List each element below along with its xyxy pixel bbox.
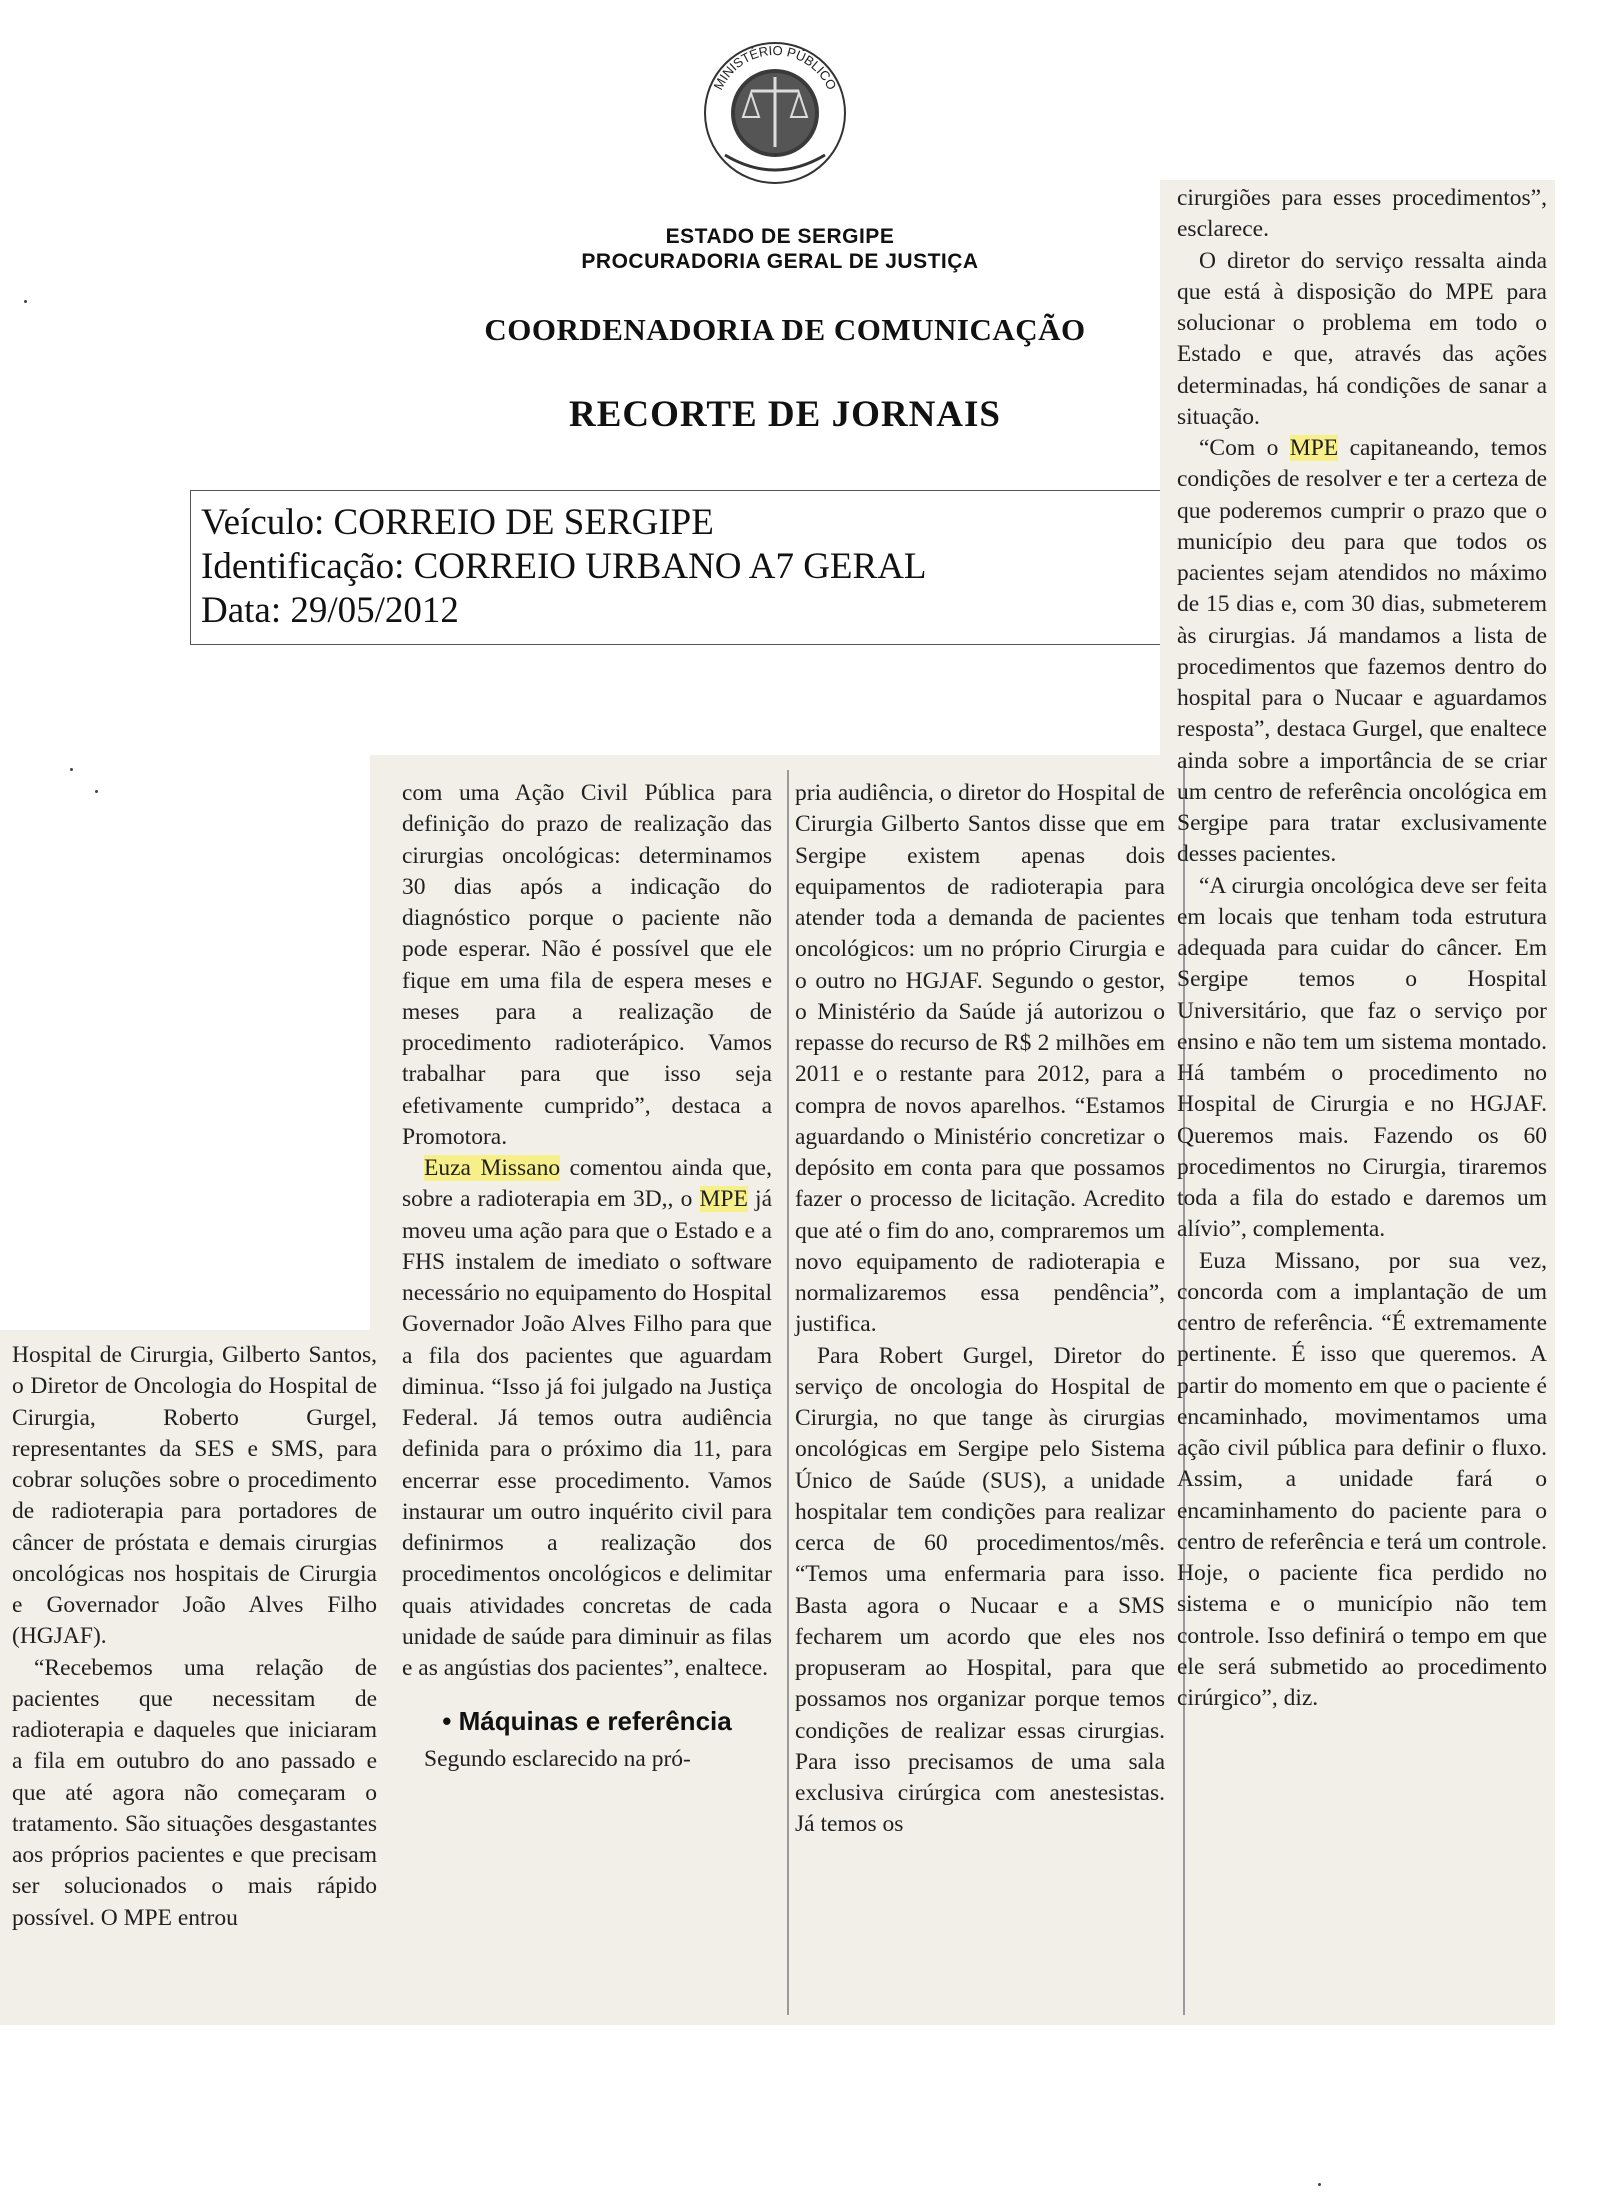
department-title: COORDENADORIA DE COMUNICAÇÃO xyxy=(484,312,1086,347)
highlight-mpe: MPE xyxy=(1289,435,1339,461)
scan-speck xyxy=(1318,2183,1321,2186)
col2-paragraph-2-text-a: comentou ainda que, sobre a radioterapia em 3D,, o xyxy=(402,1155,772,1213)
article-column-2 xyxy=(402,778,772,1775)
article-column-4 xyxy=(1177,183,1547,1714)
col4-paragraph-3 xyxy=(1177,433,1547,871)
article-column-1 xyxy=(12,1340,377,1934)
identification-line: Identificação: CORREIO URBANO A7 GERAL xyxy=(201,546,927,587)
agency-name: PROCURADORIA GERAL DE JUSTIÇA xyxy=(581,250,979,273)
col4-paragraph-4: “A cirurgia oncológica deve ser feita em locais que tenham toda estrutura adequada para cuidar do câncer. Em Sergipe temos o Hospital Universitário, que faz o serviço por ensino e não tem um sistema montado. Há também o procedimento no Hospital de Cirurgia e no HGJAF. Queremos mais. Fazendo os 60 procedimentos no Cirurgia, tiraremos toda a fila do estado e daremos um alívio”, complementa. xyxy=(1177,872,1547,1243)
col1-paragraph-2: “Recebemos uma relação de pacientes que necessitam de radioterapia e daqueles que iniciaram a fila em outubro do ano passado e que até agora não começaram o tratamento. São situações desgastantes aos próprios pacientes e que precisam ser solucionados o mais rápido possível. O MPE entrou xyxy=(12,1654,377,1931)
col2-paragraph-2 xyxy=(402,1153,772,1684)
column-separator xyxy=(787,770,789,2015)
scan-speck xyxy=(24,300,27,303)
col3-paragraph-2: Para Robert Gurgel, Diretor do serviço de oncologia do Hospital de Cirurgia, no que tange às cirurgias oncológicas em Sergipe pelo Sistema Único de Saúde (SUS), a unidade hospitalar tem condições para realizar cerca de 60 procedimentos/mês. “Temos uma enfermaria para isso. Basta agora o Nucaar e a SMS fecharem um acordo que eles nos propuseram ao Hospital, para que possamos nos organizar porque temos condições de realizar essas cirurgias. Para isso precisamos de uma sala exclusiva cirúrgica com anestesistas. Já temos os xyxy=(795,1342,1165,1838)
col4-paragraph-3-text-a: “Com o xyxy=(1199,435,1290,461)
article-column-3 xyxy=(795,778,1165,1841)
clipping-info-box xyxy=(190,490,1180,645)
scales-of-justice-seal-icon xyxy=(695,35,855,190)
col4-paragraph-1: cirurgiões para esses procedimentos”, esclarece. xyxy=(1177,185,1547,243)
col4-paragraph-3-text-b: capitaneando, temos condições de resolver e ter a certeza de que poderemos cumprir o prazo que o município deu para que todos os pacientes sejam atendidos no máximo de 15 dias e, com 30 dias, submeterem às cirurgias. Já mandamos a lista de procedimentos que fazemos dentro do hospital para o Nucaar e aguardamos resposta”, destaca Gurgel, que enaltece ainda sobre a importância de se criar um centro de referência oncológica em Sergipe para tratar exclusivamente desses pacientes. xyxy=(1177,435,1547,868)
col2-paragraph-2-text-b: já moveu uma ação para que o Estado e a FHS instalem de imediato o software necessário no equipamento do Hospital Governador João Alves Filho para que a fila dos pacientes que aguardam diminua. “Isso já foi julgado na Justiça Federal. Já temos outra audiência definida para o próximo dia 11, para encerrar esse procedimento. Vamos instaurar um outro inquérito civil para definirmos a realização dos procedimentos oncológicos e delimitar quais atividades concretas de cada unidade de saúde para diminuir as filas e as angústias dos pacientes”, enaltece. xyxy=(402,1186,772,1681)
seal-text: MINISTÉRIO PÚBLICO xyxy=(710,42,840,93)
scan-speck xyxy=(70,768,73,771)
date-line: Data: 29/05/2012 xyxy=(201,590,459,631)
col1-paragraph-1: Hospital de Cirurgia, Gilberto Santos, o Diretor de Oncologia do Hospital de Cirurgia, Roberto Gurgel, representantes da SES e SMS, para cobrar soluções sobre o procedimento de radioterapia para portadores de câncer de próstata e demais cirurgias oncológicas nos hospitais de Cirurgia e Governador João Alves Filho (HGJAF). xyxy=(12,1342,377,1650)
ministerio-publico-seal xyxy=(695,35,855,190)
col4-paragraph-5: Euza Missano, por sua vez, concorda com a implantação de um centro de referência. “É extremamente pertinente. É isso que queremos. A partir do momento em que o paciente é encaminhado, movimentamos uma ação civil pública para definir o fluxo. Assim, a unidade fará o encaminhamento do paciente para o centro de referência e terá um controle. Hoje, o paciente fica perdido no sistema e o município não tem controle. Isso definirá o tempo em que ele será submetido ao procedimento cirúrgico”, diz. xyxy=(1177,1247,1547,1711)
highlight-euza-missano: Euza Missano xyxy=(424,1155,561,1181)
col4-paragraph-2: O diretor do serviço ressalta ainda que está à disposição do MPE para solucionar o problema em todo o Estado e que, através das ações determinadas, há condições de sanar a situação. xyxy=(1177,247,1547,430)
page-title: RECORTE DE JORNAIS xyxy=(569,394,1001,435)
state-name: ESTADO DE SERGIPE xyxy=(665,225,895,248)
scan-speck xyxy=(95,790,98,793)
vehicle-line: Veículo: CORREIO DE SERGIPE xyxy=(201,502,714,543)
col2-paragraph-1: com uma Ação Civil Pública para definição do prazo de realização das cirurgias oncológicas: determinamos 30 dias após a indicação do diagnóstico porque o paciente não pode esperar. Não é possível que ele fique em uma fila de espera meses e meses para a realização de procedimento radioterápico. Vamos trabalhar para que isso seja efetivamente cumprido”, destaca a Promotora. xyxy=(402,780,772,1150)
subheading-maquinas-referencia: • Máquinas e referência xyxy=(442,1706,732,1737)
highlight-mpe: MPE xyxy=(699,1186,748,1213)
col2-paragraph-3: Segundo esclarecido na pró- xyxy=(424,1745,691,1772)
col3-paragraph-1: pria audiência, o diretor do Hospital de Cirurgia Gilberto Santos disse que em Sergipe existem apenas dois equipamentos de radioterapia para atender toda a demanda de pacientes oncológicos: um no próprio Cirurgia e o outro no HGJAF. Segundo o gestor, o Ministério da Saúde já autorizou o repasse do recurso de R$ 2 milhões em 2011 e o restante para 2012, para a compra de novos aparelhos. “Estamos aguardando o Ministério concretizar o depósito em conta para que possamos fazer o processo de licitação. Acredito que até o fim do ano, compraremos um novo equipamento de radioterapia e normalizaremos essa pendência”, justifica. xyxy=(795,780,1165,1338)
